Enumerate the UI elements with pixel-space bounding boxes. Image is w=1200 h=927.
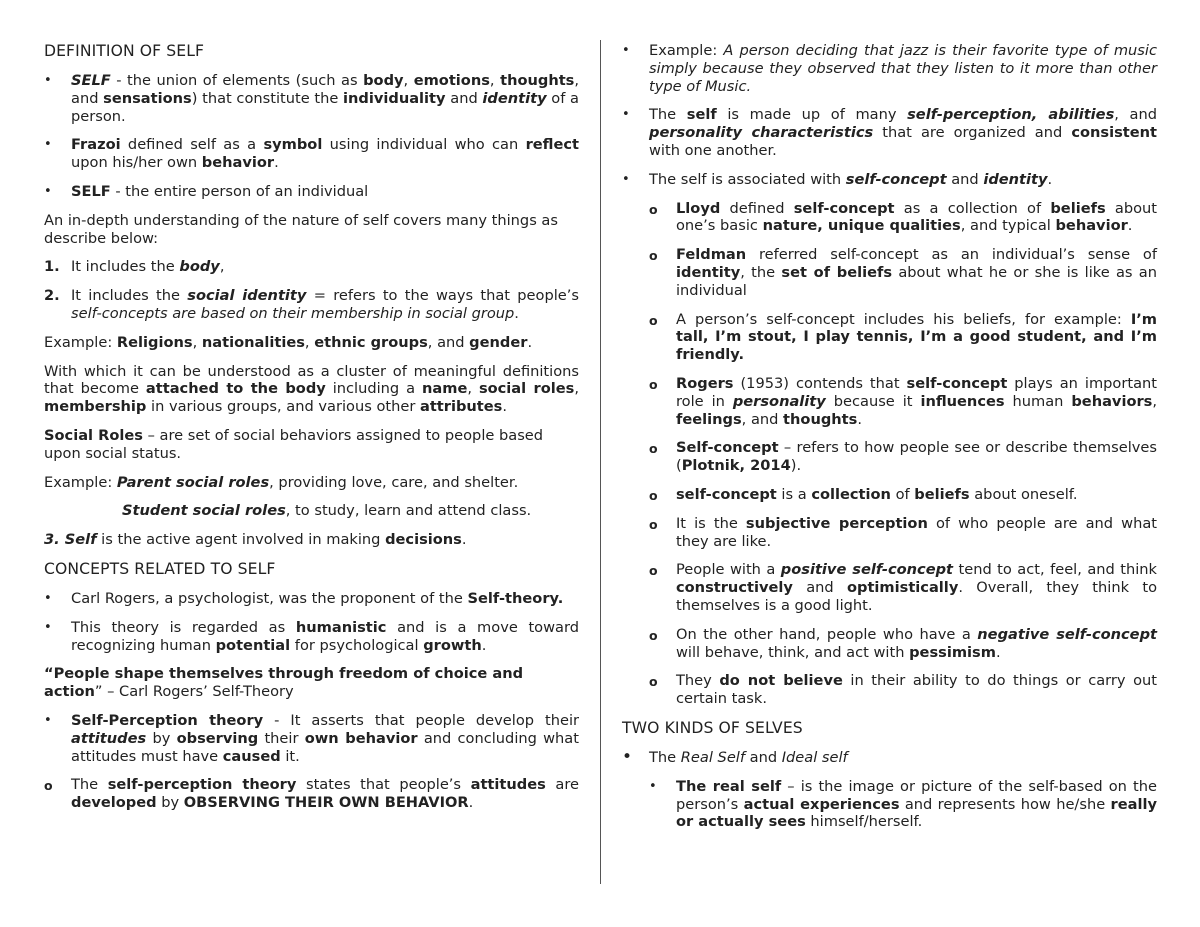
concept-bullet-list	[44, 590, 579, 654]
self-concept-sub-item: o On the other hand, people who have a negative self-concept will behave, think, and act with pessimism.	[649, 626, 1157, 662]
cluster-paragraph: With which it can be understood as a cluster of meaningful definitions that become attached to the body including a name, social roles, membership in various groups, and various other attributes.	[44, 362, 579, 416]
example-parent-roles: Example: Parent social roles, providing love, care, and shelter.	[44, 473, 519, 491]
self-concept-sub-item: o self-concept is a collection of beliefs about oneself.	[649, 486, 1157, 504]
self-made-bullet: • The self is made up of many self-perception, abilities, and personality characteristics that are organized and consistent with one another.	[622, 106, 1157, 159]
self-concept-sub-item: o Self-concept – refers to how people see or describe themselves (Plotnik, 2014).	[649, 439, 1157, 475]
self-perception-bullet: • Self-Perception theory - It asserts that people develop their attitudes by observing their own behavior and concluding what attitudes must have caused it.	[44, 712, 579, 765]
concept-bullet: • This theory is regarded as humanistic and is a move toward recognizing human potential for psychological growth.	[44, 619, 579, 655]
example-religions: Example: Religions, nationalities, ethnic groups, and gender.	[44, 333, 533, 351]
numbered-list	[44, 258, 579, 322]
column-divider	[600, 40, 601, 884]
heading-concepts-related-to-self: CONCEPTS RELATED TO SELF	[44, 559, 276, 578]
heading-definition-of-self: DEFINITION OF SELF	[44, 42, 205, 60]
self-concept-sub-item: o A person’s self-concept includes his beliefs, for example: I’m tall, I’m stout, I play tennis, I’m a good student, and I’m friendly.	[649, 311, 1157, 364]
rogers-quote: “People shape themselves through freedom of choice and action” – Carl Rogers’ Self-Theory	[44, 665, 524, 701]
self-perception-sub-item: o The self-perception theory states that people’s attitudes are developed by OBSERVING THEIR OWN BEHAVIOR.	[44, 776, 579, 812]
self-agent-paragraph: 3. Self is the active agent involved in making decisions.	[44, 531, 467, 549]
self-concept-sub-item: o Lloyd defined self-concept as a collection of beliefs about one’s basic nature, unique qualities, and typical behavior.	[649, 200, 1157, 236]
real-self-bullet: • The real self – is the image or picture of the self-based on the person’s actual experiences and represents how he/she really or actually sees himself/herself.	[649, 778, 1157, 831]
kinds-of-selves-bullet: • The Real Self and Ideal self	[622, 749, 1157, 767]
numbered-item: 2. It includes the social identity = refers to the ways that people’s self-concepts are based on their membership in social group.	[44, 287, 579, 322]
self-associated-bullet: • The self is associated with self-concept and identity.	[622, 171, 1157, 189]
example-student-roles: Student social roles, to study, learn and attend class.	[122, 502, 532, 520]
left-column	[44, 42, 579, 823]
self-perception-list	[44, 712, 579, 812]
indepth-paragraph: An in-depth understanding of the nature of self covers many things as describe below:	[44, 211, 558, 247]
right-column	[622, 42, 1157, 842]
heading-two-kinds-of-selves: TWO KINDS OF SELVES	[622, 718, 803, 737]
self-concept-sub-item: o It is the subjective perception of who people are and what they are like.	[649, 515, 1157, 551]
self-concept-sub-item: o Feldman referred self-concept as an individual’s sense of identity, the set of beliefs about what he or she is like as an individual	[649, 246, 1157, 299]
numbered-item: 1. It includes the body,	[44, 258, 225, 276]
example-jazz-bullet: • Example: A person deciding that jazz is their favorite type of music simply because they observed that they listen to it more than other type of Music.	[622, 42, 1157, 95]
self-concept-sub-item: o Rogers (1953) contends that self-concept plays an important role in personality because it influences human behaviors, feelings, and thoughts.	[649, 375, 1157, 428]
self-concept-sub-item: o They do not believe in their ability to do things or carry out certain task.	[649, 672, 1157, 708]
definition-bullet: • SELF - the union of elements (such as body, emotions, thoughts, and sensations) that constitute the individuality and identity of a person.	[44, 72, 579, 125]
definition-bullet: • Frazoi defined self as a symbol using individual who can reflect upon his/her own behavior.	[44, 136, 579, 172]
self-concept-sub-list	[649, 200, 1157, 708]
concept-bullet: • Carl Rogers, a psychologist, was the proponent of the Self-theory.	[44, 590, 579, 608]
social-roles-paragraph: Social Roles – are set of social behaviors assigned to people based upon social status.	[44, 426, 544, 462]
real-self-list	[649, 778, 1157, 831]
selves-list	[622, 749, 1157, 767]
definition-bullet-list	[44, 72, 579, 201]
right-bullet-list	[622, 42, 1157, 189]
definition-bullet: • SELF - the entire person of an individual	[44, 183, 579, 201]
self-concept-sub-item: o People with a positive self-concept tend to act, feel, and think constructively and optimistically. Overall, they think to themselves is a good light.	[649, 561, 1157, 614]
